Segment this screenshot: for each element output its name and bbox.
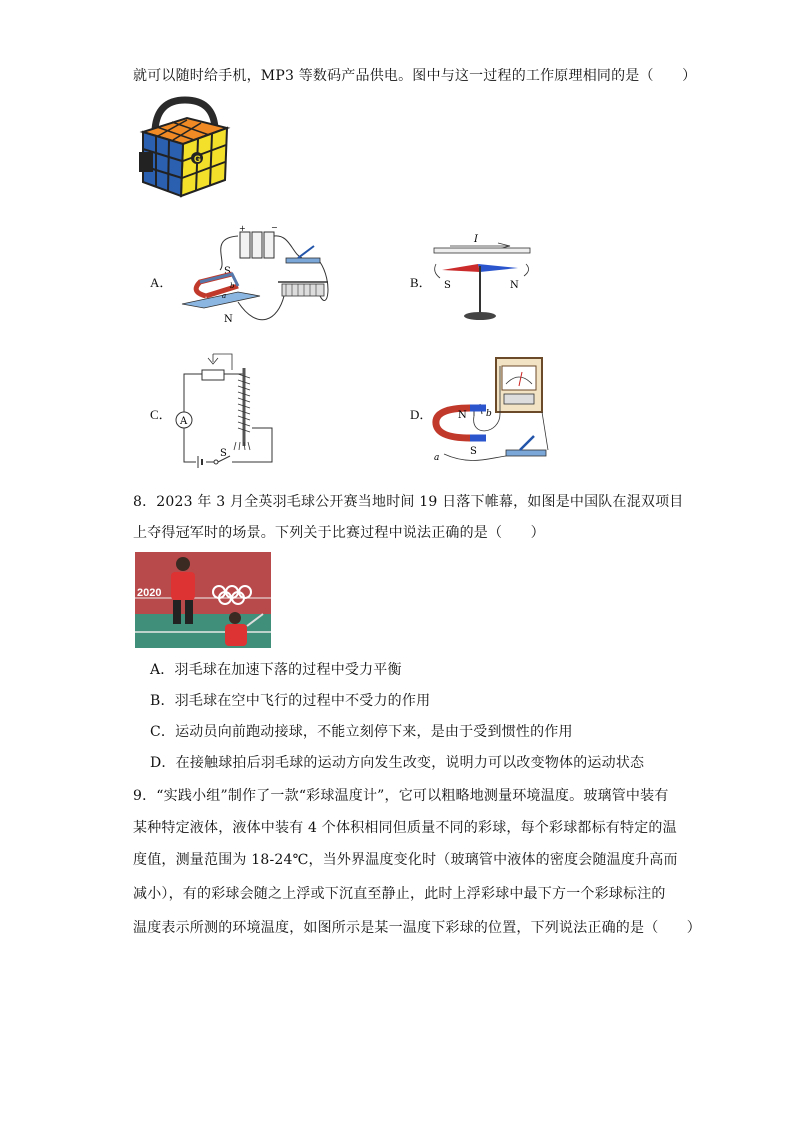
q7-stem-text: 就可以随时给手机，MP3 等数码产品供电。图中与这一过程的工作原理相同的是（ ） xyxy=(133,68,697,84)
q8-stem-line-1: 8．2023 年 3 月全英羽毛球公开赛当地时间 19 日落下帷幕，如图是中国队在混双项目 xyxy=(133,494,684,510)
cube-power-bank-image xyxy=(135,96,231,200)
svg-text:a: a xyxy=(434,453,440,463)
q7-option-c-figure xyxy=(172,350,292,468)
q7-option-a-label: A． xyxy=(150,275,173,290)
q9-stem-line-2: 某种特定液体，液体中装有 4 个体积相同但质量不同的彩球，每个彩球都标有特定的温 xyxy=(133,820,677,836)
q7-option-b-figure xyxy=(430,228,540,324)
svg-text:b: b xyxy=(486,409,492,419)
svg-text:I: I xyxy=(474,234,478,245)
svg-text:−: − xyxy=(271,223,278,232)
badminton-photo xyxy=(135,552,271,648)
svg-text:S: S xyxy=(444,280,451,291)
q9-stem-line-4: 减小），有的彩球会随之上浮或下沉直至静止，此时上浮彩球中最下方一个彩球标注的 xyxy=(133,886,666,902)
svg-text:a: a xyxy=(222,292,227,300)
svg-text:+: + xyxy=(239,224,246,233)
q8-option-a: A．羽毛球在加速下落的过程中受力平衡 xyxy=(150,662,402,678)
q9-stem-line-5: 温度表示所测的环境温度，如图所示是某一温度下彩球的位置，下列说法正确的是（ ） xyxy=(133,920,701,936)
svg-text:S: S xyxy=(220,448,227,459)
q7-option-d-figure xyxy=(430,354,554,466)
svg-text:b: b xyxy=(230,282,235,290)
svg-text:S: S xyxy=(470,446,477,457)
q8-stem-line-2: 上夺得冠军时的场景。下列关于比赛过程中说法正确的是（ ） xyxy=(133,525,545,541)
q7-option-a-figure xyxy=(178,222,343,330)
photo-banner-text: 2020 xyxy=(137,587,162,599)
q7-option-b-label: B． xyxy=(410,275,432,290)
svg-text:N: N xyxy=(510,280,519,291)
svg-text:N: N xyxy=(224,314,233,325)
q7-option-d-label: D． xyxy=(410,407,433,422)
svg-text:A: A xyxy=(180,416,188,427)
svg-text:S: S xyxy=(224,266,231,277)
q8-option-b: B．羽毛球在空中飞行的过程中不受力的作用 xyxy=(150,693,431,709)
q8-option-c: C．运动员向前跑动接球，不能立刻停下来，是由于受到惯性的作用 xyxy=(150,724,573,740)
q9-stem-line-3: 度值，测量范围为 18-24℃，当外界温度变化时（玻璃管中液体的密度会随温度升高而 xyxy=(133,852,678,868)
svg-text:G: G xyxy=(194,154,202,164)
q8-option-d: D．在接触球拍后羽毛球的运动方向发生改变，说明力可以改变物体的运动状态 xyxy=(150,755,645,771)
q7-option-c-label: C． xyxy=(150,407,172,422)
q9-stem-line-1: 9．“实践小组”制作了一款“彩球温度计”，它可以粗略地测量环境温度。玻璃管中装有 xyxy=(133,788,669,804)
svg-text:N: N xyxy=(458,410,467,421)
